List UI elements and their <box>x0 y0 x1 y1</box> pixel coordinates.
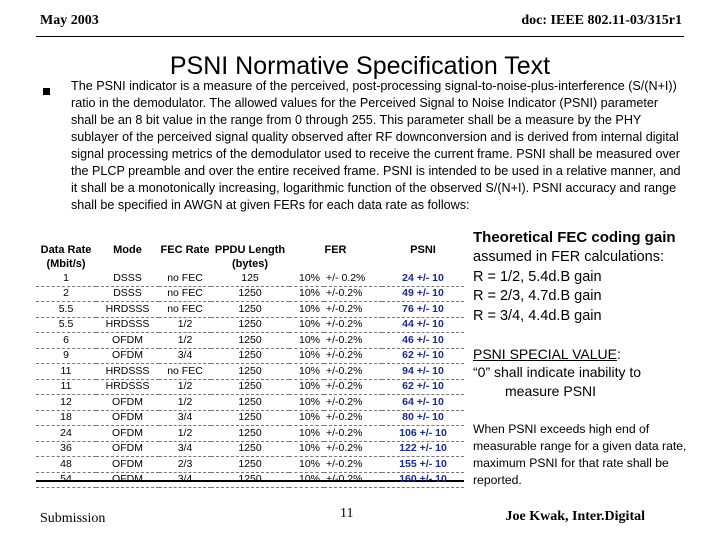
cell-fec-rate: 3/4 <box>159 348 211 364</box>
cell-mode: DSSS <box>96 271 159 286</box>
cell-ppdu-length: 1250 <box>211 302 289 318</box>
cell-mode: DSSS <box>96 286 159 302</box>
cell-mode: OFDM <box>96 426 159 442</box>
cell-data-rate: 1 <box>36 271 96 286</box>
table-row <box>36 333 464 349</box>
table-row <box>36 410 464 426</box>
cell-data-rate: 5.5 <box>36 317 96 333</box>
cell-data-rate: 48 <box>36 457 96 473</box>
table-row <box>36 286 464 302</box>
cell-psni: 49 +/- 10 <box>382 286 464 302</box>
cell-fec-rate: 1/2 <box>159 317 211 333</box>
cell-fec-rate: 1/2 <box>159 379 211 395</box>
cell-fer-tolerance: +/-0.2% <box>324 317 382 333</box>
cell-fec-rate: no FEC <box>159 302 211 318</box>
psni-special-title-colon: : <box>616 346 621 362</box>
cell-ppdu-length: 1250 <box>211 395 289 411</box>
cell-fer-tolerance: +/-0.2% <box>324 302 382 318</box>
cell-fer: 10% <box>289 410 324 426</box>
cell-mode: OFDM <box>96 333 159 349</box>
cell-data-rate: 11 <box>36 379 96 395</box>
header-data-rate: Data Rate <box>40 243 92 256</box>
cell-fec-rate: no FEC <box>159 364 211 380</box>
cell-psni: 80 +/- 10 <box>382 410 464 426</box>
psni-special-panel <box>473 345 703 401</box>
cell-ppdu-length: 1250 <box>211 364 289 380</box>
cell-ppdu-length: 1250 <box>211 333 289 349</box>
body-paragraph: The PSNI indicator is a measure of the perceived, post-processing signal-to-noise-plus-interference (S/(N+I)) ratio in the demodulator. The allowed values for the Perceived Signal to Noise Indicator (PSNI) parameter shall be an 8 bit value in the range from 0 through 255. This parameter shall be a measure by the PHY sublayer of the perceived signal quality observed after RF downconversion and is derived from internal digital signal processing metrics of the demodulator used to receive the current frame. PSNI shall be measured over the PLCP preamble and over the entire received frame. PSNI is intended to be used in a relative manner, and it shall be a monotonically increasing, logarithmic function of the observed S/(N+I). PSNI accuracy and range shall be specified in AWGN at given FERs for each data rate as follows: <box>71 79 681 212</box>
cell-fer-tolerance: +/- 0.2% <box>324 271 382 286</box>
cell-fec-rate: 1/2 <box>159 333 211 349</box>
header-ppdu-length: PPDU Length <box>214 243 286 256</box>
cell-fer-tolerance: +/-0.2% <box>324 472 382 488</box>
table-row <box>36 426 464 442</box>
cell-fer: 10% <box>289 286 324 302</box>
table-row <box>36 472 464 488</box>
cell-mode: OFDM <box>96 348 159 364</box>
cell-psni: 46 +/- 10 <box>382 333 464 349</box>
cell-data-rate: 54 <box>36 472 96 488</box>
cell-mode: HRDSSS <box>96 379 159 395</box>
table-row <box>36 364 464 380</box>
fec-line-r12: R = 1/2, 5.4d.B gain <box>473 268 602 285</box>
cell-psni: 106 +/- 10 <box>382 426 464 442</box>
cell-fer: 10% <box>289 472 324 488</box>
table-row <box>36 441 464 457</box>
slide-title: PSNI Normative Specification Text <box>169 52 551 80</box>
bullet-square-icon <box>43 88 50 95</box>
cell-data-rate: 12 <box>36 395 96 411</box>
fec-line-r34: R = 3/4, 4.4d.B gain <box>473 307 602 324</box>
cell-fer: 10% <box>289 271 324 286</box>
footer-submission: Submission <box>40 511 106 526</box>
header-fec-rate: FEC Rate <box>160 243 210 256</box>
cell-fer-tolerance: +/-0.2% <box>324 379 382 395</box>
cell-data-rate: 5.5 <box>36 302 96 318</box>
cell-fec-rate: 2/3 <box>159 457 211 473</box>
cell-mode: OFDM <box>96 395 159 411</box>
cell-fer: 10% <box>289 426 324 442</box>
cell-fer: 10% <box>289 317 324 333</box>
fec-title: Theoretical FEC coding gain <box>473 229 676 246</box>
cell-fer-tolerance: +/-0.2% <box>324 364 382 380</box>
cell-fec-rate: 1/2 <box>159 395 211 411</box>
cell-fer-tolerance: +/-0.2% <box>324 410 382 426</box>
cell-mode: OFDM <box>96 441 159 457</box>
cell-fer: 10% <box>289 348 324 364</box>
cell-ppdu-length: 1250 <box>211 472 289 488</box>
cell-fec-rate: no FEC <box>159 271 211 286</box>
cell-ppdu-length: 1250 <box>211 317 289 333</box>
footer-page-number: 11 <box>340 506 354 521</box>
header-psni: PSNI <box>410 243 436 256</box>
cell-ppdu-length: 1250 <box>211 426 289 442</box>
cell-fer: 10% <box>289 457 324 473</box>
psni-special-line-2: measure PSNI <box>505 383 597 399</box>
fec-gain-panel <box>473 228 703 326</box>
cell-ppdu-length: 1250 <box>211 379 289 395</box>
table-row <box>36 302 464 318</box>
cell-mode: HRDSSS <box>96 302 159 318</box>
cell-fer-tolerance: +/-0.2% <box>324 286 382 302</box>
cell-fer-tolerance: +/-0.2% <box>324 395 382 411</box>
cell-data-rate: 6 <box>36 333 96 349</box>
cell-ppdu-length: 1250 <box>211 348 289 364</box>
cell-psni: 94 +/- 10 <box>382 364 464 380</box>
cell-data-rate: 24 <box>36 426 96 442</box>
cell-psni: 44 +/- 10 <box>382 317 464 333</box>
psni-table <box>36 243 464 488</box>
header-date: May 2003 <box>40 13 99 28</box>
cell-fer: 10% <box>289 364 324 380</box>
footer-author: Joe Kwak, Inter.Digital <box>505 509 645 524</box>
header-mode: Mode <box>113 243 142 256</box>
cell-psni: 64 +/- 10 <box>382 395 464 411</box>
cell-data-rate: 18 <box>36 410 96 426</box>
header-ppdu-unit: (bytes) <box>231 257 269 270</box>
cell-fec-rate: 3/4 <box>159 472 211 488</box>
cell-fer-tolerance: +/-0.2% <box>324 441 382 457</box>
cell-data-rate: 11 <box>36 364 96 380</box>
cell-fec-rate: no FEC <box>159 286 211 302</box>
header-divider <box>36 36 684 37</box>
cell-psni: 62 +/- 10 <box>382 379 464 395</box>
header-doc-id: doc: IEEE 802.11-03/315r1 <box>521 13 682 28</box>
cell-data-rate: 9 <box>36 348 96 364</box>
fec-line-r23: R = 2/3, 4.7d.B gain <box>473 288 602 304</box>
cell-mode: OFDM <box>96 472 159 488</box>
table-unit-row <box>36 257 464 271</box>
table-row <box>36 395 464 411</box>
cell-data-rate: 36 <box>36 441 96 457</box>
cell-psni: 24 +/- 10 <box>382 271 464 286</box>
cell-fer: 10% <box>289 333 324 349</box>
psni-special-title <box>473 345 703 363</box>
cell-ppdu-length: 125 <box>211 271 289 286</box>
header-data-rate-unit: (Mbit/s) <box>46 257 86 270</box>
cell-fer: 10% <box>289 379 324 395</box>
table-row <box>36 317 464 333</box>
psni-special-title-text: PSNI SPECIAL VALUE <box>473 346 617 362</box>
cell-data-rate: 2 <box>36 286 96 302</box>
cell-mode: HRDSSS <box>96 364 159 380</box>
header-fer: FER <box>324 243 347 256</box>
psni-max-note: When PSNI exceeds high end of measurable range for a given data rate, maximum PSNI for that rate shall be reported. <box>473 422 687 487</box>
cell-fer: 10% <box>289 395 324 411</box>
cell-psni: 62 +/- 10 <box>382 348 464 364</box>
cell-psni: 122 +/- 10 <box>382 441 464 457</box>
table-row <box>36 271 464 286</box>
table-row <box>36 348 464 364</box>
cell-fer-tolerance: +/-0.2% <box>324 348 382 364</box>
cell-mode: OFDM <box>96 457 159 473</box>
psni-table-container <box>36 243 464 486</box>
cell-psni: 155 +/- 10 <box>382 457 464 473</box>
cell-mode: OFDM <box>96 410 159 426</box>
cell-ppdu-length: 1250 <box>211 457 289 473</box>
cell-ppdu-length: 1250 <box>211 286 289 302</box>
fec-subtitle: assumed in FER calculations: <box>473 249 664 265</box>
cell-fec-rate: 3/4 <box>159 410 211 426</box>
cell-fer-tolerance: +/-0.2% <box>324 457 382 473</box>
psni-special-line-1: “0” shall indicate inability to <box>473 364 642 380</box>
cell-fer-tolerance: +/-0.2% <box>324 426 382 442</box>
cell-fer: 10% <box>289 302 324 318</box>
cell-ppdu-length: 1250 <box>211 410 289 426</box>
cell-fec-rate: 3/4 <box>159 441 211 457</box>
table-body <box>36 271 464 488</box>
table-header-row <box>36 243 464 257</box>
table-row <box>36 457 464 473</box>
cell-mode: HRDSSS <box>96 317 159 333</box>
cell-psni: 160 +/- 10 <box>382 472 464 488</box>
cell-fer-tolerance: +/-0.2% <box>324 333 382 349</box>
cell-fer: 10% <box>289 441 324 457</box>
cell-ppdu-length: 1250 <box>211 441 289 457</box>
cell-psni: 76 +/- 10 <box>382 302 464 318</box>
cell-fec-rate: 1/2 <box>159 426 211 442</box>
table-row <box>36 379 464 395</box>
